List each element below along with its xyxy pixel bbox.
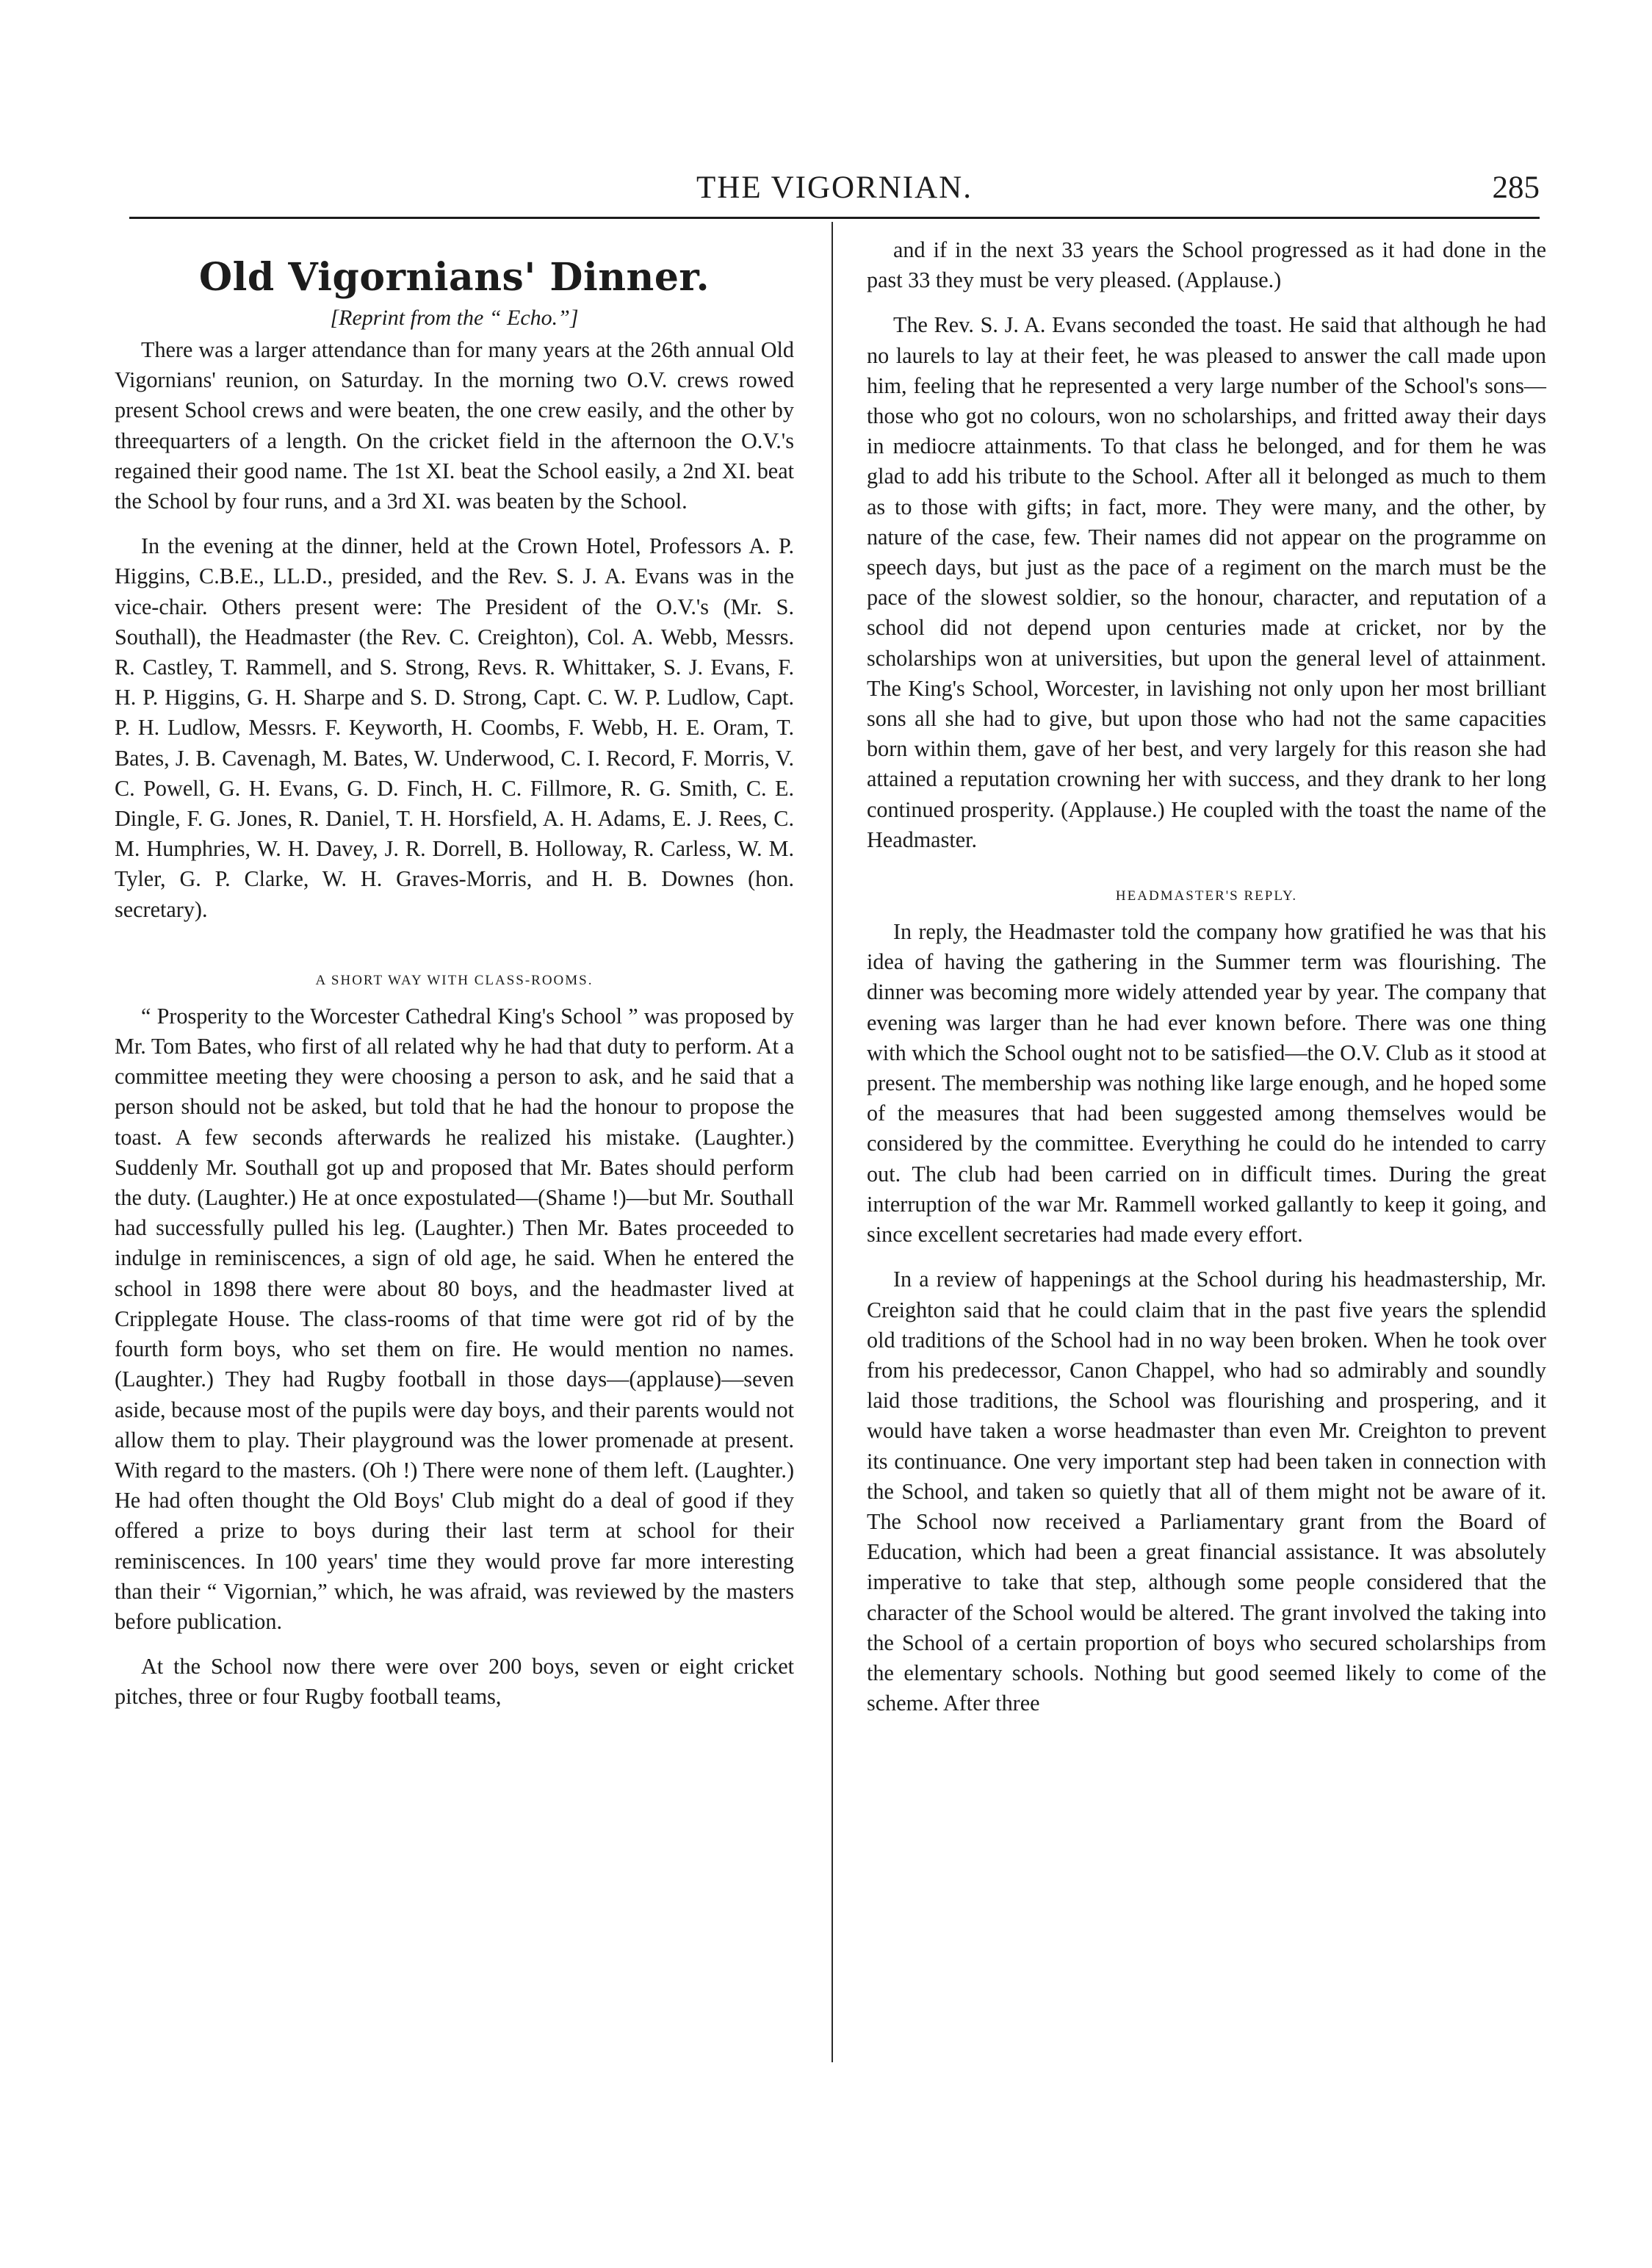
paragraph: “ Prosperity to the Worcester Cathedral King's School ” was proposed by Mr. Tom Bates, who first of all related why he had that duty to perform. At a committee meeting they were choosing a person to ask, and he said that a person should not be asked, but told that he had the honour to propose the toast. A few seconds afterwards he realized his mistake. (Laughter.) Suddenly Mr. Southall got up and proposed that Mr. Bates should perform the duty. (Laughter.) He at once expostulated—(Shame !)—but Mr. Southall had successfully pulled his leg. (Laughter.) Then Mr. Bates proceeded to indulge in reminiscences, a sign of old age, he said. When he entered the school in 1898 there were about 80 boys, and the headmaster lived at Cripplegate House. The class-rooms of that time were got rid of by the fourth form boys, who set them on fire. He would mention no names. (Laughter.) They had Rugby football in those days—(applause)—seven aside, because most of the pupils were day boys, and their parents would not allow them to play. Their playground was the lower promenade at present. With regard to the masters. (Oh !) There were none of them left. (Laughter.) He had often thought the Old Boys' Club might do a deal of good if they offered a prize to boys during their last term at school for their reminiscences. In 100 years' time they would prove far more interesting than their “ Vigornian,” which, he was afraid, was reviewed by the masters before publication. — [115, 1003, 794, 1634]
paragraph: The Rev. S. J. A. Evans seconded the toast. He said that although he had no laurels to lay at their feet, he was pleased to answer the call made upon him, feeling that he represented a very large number of the School's sons—those who got no colours, won no scholarships, and fritted away their days in mediocre attainments. To that class he belonged, and for them he was glad to add his tribute to the School. After all it belonged as much to them as to those with gifts; in fact, more. They were many, and the other, by nature of the case, few. Their names did not appear on the programme on speech days, but just as the pace of a regiment on the march must be the pace of the slowest soldier, so the honour, character, and reputation of a school did not depend upon centuries made at cricket, nor by the scholarships won at universities, but upon the general level of attainment. The King's School, Worcester, in lavishing not only upon her most brilliant sons all she had to give, but upon those who had not the same capacities born within them, gave of her best, and very largely for this reason she had attained a reputation crowning her with success, and they drank to her long continued prosperity. (Applause.) He coupled with the toast the name of the Headmaster. — [867, 312, 1546, 852]
right-column — [867, 235, 1546, 1718]
running-header — [129, 168, 1540, 217]
article-title: Old Vigornians' Dinner. — [198, 255, 710, 300]
subheading-class-rooms: A SHORT WAY WITH CLASS-ROOMS. — [315, 972, 594, 988]
paragraph: At the School now there were over 200 boys, seven or eight cricket pitches, three or four Rugby football teams, — [115, 1654, 794, 1710]
reprint-note: [Reprint from the “ Echo.”] — [330, 306, 579, 330]
paragraph: and if in the next 33 years the School progressed as it had done in the past 33 they must be very pleased. (Applause.) — [867, 237, 1546, 293]
page-number: 285 — [1492, 170, 1540, 205]
subheading-headmasters-reply: HEADMASTER'S REPLY. — [1115, 888, 1298, 904]
paragraph: There was a larger attendance than for many years at the 26th annual Old Vigornians' reunion, on Saturday. In the morning two O.V. crews rowed present School crews and were beaten, the one crew easily, and the other by threequarters of a length. On the cricket field in the afternoon the O.V.'s regained their good name. The 1st XI. beat the School easily, a 2nd XI. beat the School by four runs, and a 3rd XI. was beaten by the School. — [115, 337, 794, 514]
paragraph: In reply, the Headmaster told the company how gratified he was that his idea of having the gathering in the Summer term was flourishing. The dinner was becoming more widely attended year by year. The company that evening was larger than he had ever known before. There was one thing with which the School ought not to be satisfied—the O.V. Club as it stood at present. The membership was nothing like large enough, and he hoped some of the measures that had been suggested among themselves would be considered by the committee. Everything he could do he intended to carry out. The club had been carried on in difficult times. During the great interruption of the war Mr. Rammell worked gallantly to keep it going, and since excellent secretaries had made every effort. — [867, 919, 1546, 1248]
column-divider — [832, 222, 833, 2062]
left-column — [115, 235, 794, 1713]
paragraph: In the evening at the dinner, held at the Crown Hotel, Professors A. P. Higgins, C.B.E., LL.D., presided, and the Rev. S. J. A. Evans was in the vice-chair. Others present were: The President of the O.V.'s (Mr. S. Southall), the Headmaster (the Rev. C. Creighton), Col. A. Webb, Messrs. R. Castley, T. Rammell, and S. Strong, Revs. R. Whittaker, S. J. Evans, F. H. P. Higgins, G. H. Sharpe and S. D. Strong, Capt. C. W. P. Ludlow, Capt. P. H. Ludlow, Messrs. F. Keyworth, H. Coombs, F. Webb, H. E. Oram, T. Bates, J. B. Cavenagh, M. Bates, W. Underwood, C. I. Record, F. Morris, V. C. Powell, G. H. Evans, G. D. Finch, H. C. Fillmore, R. G. Smith, C. E. Dingle, F. G. Jones, R. Daniel, T. H. Horsfield, A. H. Adams, E. J. Rees, C. M. Humphries, W. H. Davey, J. R. Dorrell, B. Holloway, R. Carless, W. M. Tyler, G. P. Clarke, W. H. Graves-Morris, and H. B. Downes (hon. secretary). — [115, 533, 794, 922]
journal-title: THE VIGORNIAN. — [696, 170, 973, 205]
header-rule — [129, 217, 1540, 219]
paragraph: In a review of happenings at the School during his headmastership, Mr. Creighton said that he could claim that in the past five years the splendid old traditions of the School had in no way been broken. When he took over from his predecessor, Canon Chappel, who had so admirably and soundly laid those traditions, the School was flourishing and prospering, and it would have taken a worse headmaster than even Mr. Creighton to prevent its continuance. One very important step had been taken in connection with the School, and taken so quietly that all of them might not be aware of it. The School now received a Parliamentary grant from the Board of Education, which had been a great financial assistance. It was absolutely imperative to take that step, although some people considered that the character of the School would be altered. The grant involved the taking into the School of a certain proportion of boys who secured scholarships from the elementary schools. Nothing but good seemed likely to come of the scheme. After three — [867, 1267, 1546, 1716]
